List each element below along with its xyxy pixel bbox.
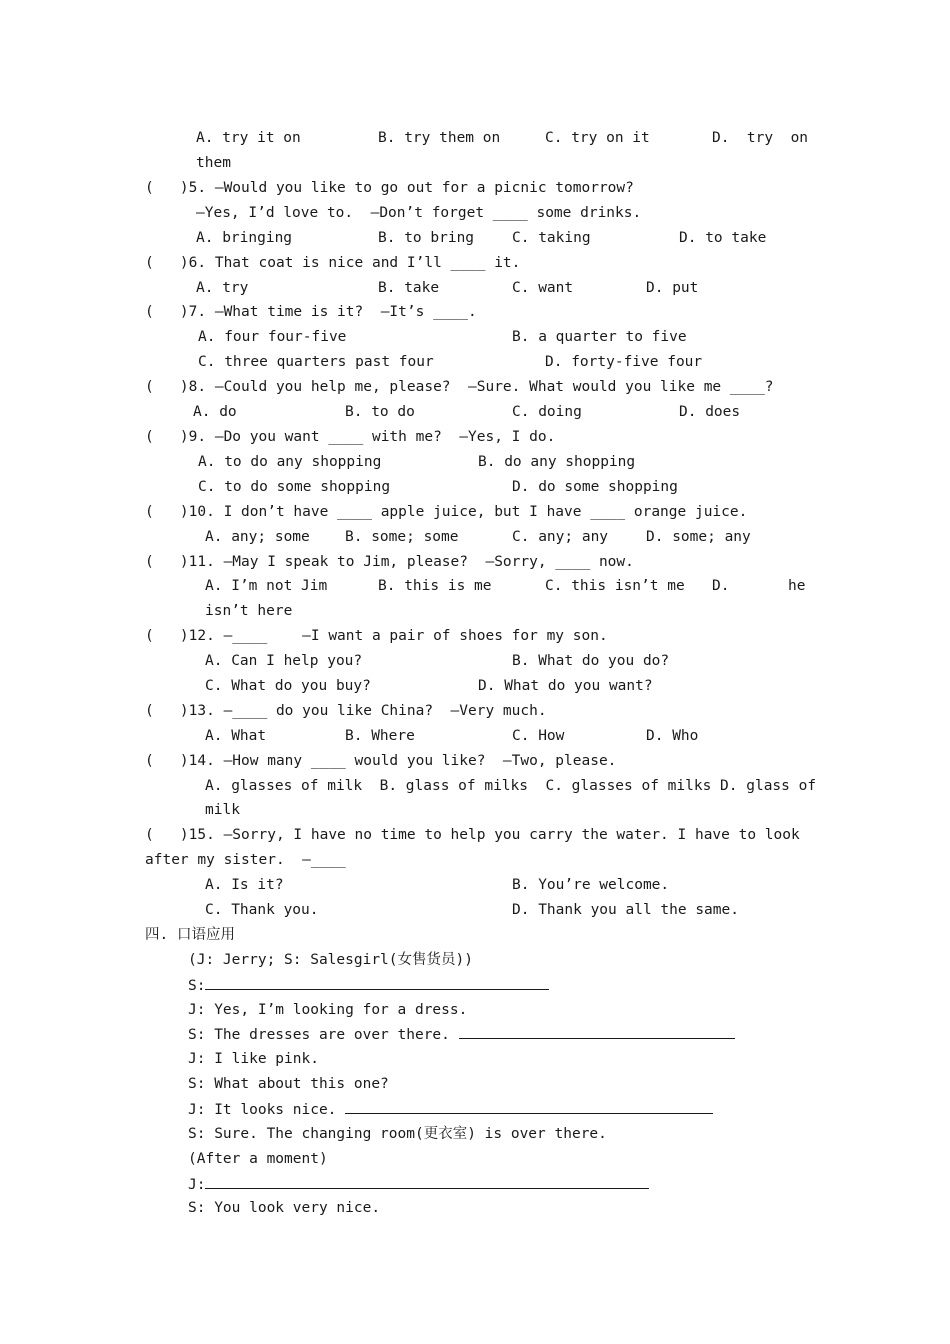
dialogue-line-1 (188, 975, 549, 996)
q11-option-d-cont: isn’t here (205, 603, 293, 619)
q11-option-d-text: he (788, 578, 806, 594)
q8-option-c: C. doing (512, 404, 582, 420)
answer-blank-2[interactable] (459, 1024, 735, 1039)
q12-option-c: C. What do you buy? (205, 678, 371, 694)
q13-stem: ( )13. —____ do you like China? —Very much. (145, 703, 547, 719)
q15-stem-cont: after my sister. —____ (145, 852, 346, 868)
q15-option-d: D. Thank you all the same. (512, 902, 739, 918)
q5-option-d: D. to take (679, 230, 767, 246)
q12-option-b: B. What do you do? (512, 653, 670, 669)
dialogue-line-6-text: J: It looks nice. (188, 1102, 337, 1118)
q4-option-b: B. try them on (378, 130, 501, 146)
q5-option-c: C. taking (512, 230, 591, 246)
q7-option-b: B. a quarter to five (512, 329, 687, 345)
q10-stem: ( )10. I don’t have ____ apple juice, but I have ____ orange juice. (145, 504, 748, 520)
q11-option-a: A. I’m not Jim (205, 578, 328, 594)
q4-option-c: C. try on it (545, 130, 650, 146)
dialogue-line-1-text: S: (188, 978, 206, 994)
q12-stem: ( )12. —____ —I want a pair of shoes for my son. (145, 628, 608, 644)
dialogue-line-10: S: You look very nice. (188, 1200, 381, 1216)
answer-blank-3[interactable] (345, 1099, 713, 1114)
answer-blank-4[interactable] (205, 1174, 649, 1189)
q14-options: A. glasses of milk B. glass of milks C. glasses of milks D. glass of (205, 778, 817, 794)
q15-stem: ( )15. —Sorry, I have no time to help you carry the water. I have to look (145, 827, 800, 843)
q8-option-d: D. does (679, 404, 741, 420)
q13-option-a: A. What (205, 728, 267, 744)
q10-option-a: A. any; some (205, 529, 310, 545)
q6-option-a: A. try (196, 280, 249, 296)
q11-stem: ( )11. —May I speak to Jim, please? —Sorry, ____ now. (145, 554, 634, 570)
q8-option-a: A. do (193, 404, 237, 420)
q14-options-cont: milk (205, 802, 240, 818)
q8-option-b: B. to do (345, 404, 415, 420)
dialogue-line-5: S: What about this one? (188, 1076, 389, 1092)
q9-option-c: C. to do some shopping (198, 479, 391, 495)
q9-option-d: D. do some shopping (512, 479, 678, 495)
q13-option-d: D. Who (646, 728, 699, 744)
q13-option-b: B. Where (345, 728, 415, 744)
q5-stem: ( )5. —Would you like to go out for a picnic tomorrow? (145, 180, 634, 196)
q13-option-c: C. How (512, 728, 565, 744)
section4-title: 四. 口语应用 (145, 927, 235, 943)
q4-option-d: D. try on (712, 130, 809, 146)
q10-option-b: B. some; some (345, 529, 459, 545)
q9-stem: ( )9. —Do you want ____ with me? —Yes, I do. (145, 429, 556, 445)
q10-option-c: C. any; any (512, 529, 609, 545)
dialogue-line-3-text: S: The dresses are over there. (188, 1027, 450, 1043)
q15-option-b: B. You’re welcome. (512, 877, 670, 893)
q11-option-d: D. (712, 578, 730, 594)
dialogue-line-3 (188, 1024, 735, 1045)
dialogue-line-9 (188, 1174, 649, 1195)
q10-option-d: D. some; any (646, 529, 751, 545)
q5-line2: —Yes, I’d love to. —Don’t forget ____ some drinks. (196, 205, 642, 221)
dialogue-line-7: S: Sure. The changing room(更衣室) is over there. (188, 1126, 607, 1142)
q4-option-d-cont: them (196, 155, 231, 171)
dialogue-line-8: (After a moment) (188, 1151, 328, 1167)
q6-stem: ( )6. That coat is nice and I’ll ____ it. (145, 255, 521, 271)
dialogue-line-9-text: J: (188, 1177, 206, 1193)
dialogue-roles: (J: Jerry; S: Salesgirl(女售货员)) (188, 952, 473, 968)
q11-option-c: C. this isn’t me (545, 578, 685, 594)
q5-option-b: B. to bring (378, 230, 475, 246)
q7-option-d: D. forty-five four (545, 354, 703, 370)
q4-option-a: A. try it on (196, 130, 301, 146)
dialogue-line-2: J: Yes, I’m looking for a dress. (188, 1002, 468, 1018)
q6-option-d: D. put (646, 280, 699, 296)
dialogue-line-4: J: I like pink. (188, 1051, 319, 1067)
q8-stem: ( )8. —Could you help me, please? —Sure. What would you like me ____? (145, 379, 774, 395)
q12-option-d: D. What do you want? (478, 678, 653, 694)
q9-option-a: A. to do any shopping (198, 454, 382, 470)
q7-option-c: C. three quarters past four (198, 354, 434, 370)
q7-stem: ( )7. —What time is it? —It’s ____. (145, 304, 477, 320)
q6-option-b: B. take (378, 280, 440, 296)
q11-option-b: B. this is me (378, 578, 492, 594)
q6-option-c: C. want (512, 280, 574, 296)
q12-option-a: A. Can I help you? (205, 653, 363, 669)
q9-option-b: B. do any shopping (478, 454, 636, 470)
answer-blank-1[interactable] (205, 975, 549, 990)
q7-option-a: A. four four-five (198, 329, 347, 345)
q15-option-c: C. Thank you. (205, 902, 319, 918)
q5-option-a: A. bringing (196, 230, 293, 246)
q15-option-a: A. Is it? (205, 877, 284, 893)
dialogue-line-6 (188, 1099, 713, 1120)
q14-stem: ( )14. —How many ____ would you like? —Two, please. (145, 753, 617, 769)
